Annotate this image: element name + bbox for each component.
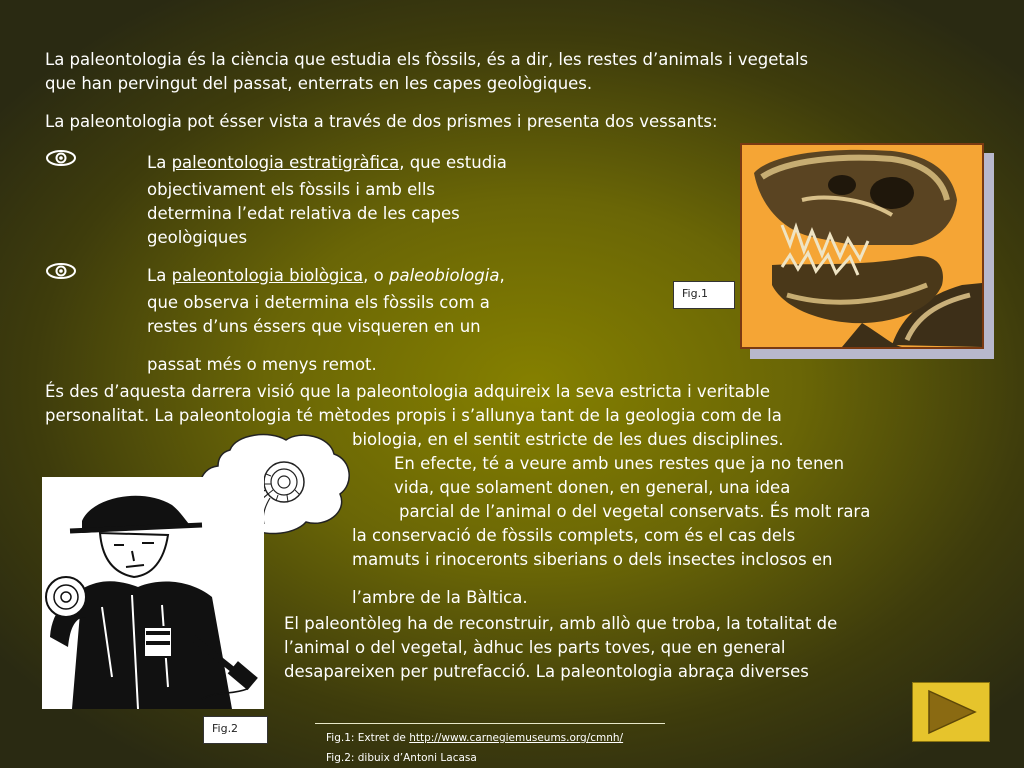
body-line: parcial de l’animal o del vegetal conservats. És molt rara	[399, 502, 871, 521]
footnote-fig1	[326, 731, 623, 745]
footnote-fig1-prefix: Fig.1: Extret de	[326, 732, 410, 744]
body-line: biologia, en el sentit estricte de les dues disciplines.	[352, 430, 784, 449]
bullet-1-line: geològiques	[147, 228, 248, 247]
eye-icon	[45, 148, 77, 168]
play-triangle-icon	[913, 683, 989, 741]
link-stratigraphic-paleontology[interactable]: paleontologia estratigràfica	[171, 153, 400, 172]
bullet-1-rest: , que estudia	[399, 153, 507, 172]
bullet-1-first-line	[147, 151, 507, 175]
body-line: mamuts i rinoceronts siberians o dels insectes inclosos en	[352, 550, 833, 569]
bullet-1-line: objectivament els fòssils i amb ells	[147, 180, 436, 199]
body-line: És des d’aquesta darrera visió que la paleontologia adquireix la seva estricta i veritable	[45, 382, 770, 401]
bullet-2-line: passat més o menys remot.	[147, 355, 377, 374]
intro-line-1: La paleontologia és la ciència que estudia els fòssils, és a dir, les restes d’animals i vegetals	[45, 50, 809, 69]
carnegie-museums-link[interactable]: http://www.carnegiemuseums.org/cmnh/	[409, 732, 624, 744]
eye-icon	[45, 261, 77, 281]
bullet-1-prefix: La	[147, 153, 172, 172]
dinosaur-skull-image	[742, 145, 982, 347]
figure-1-label: Fig.1	[673, 281, 735, 309]
body-line: l’ambre de la Bàltica.	[352, 588, 528, 607]
intro-line-3: La paleontologia pot ésser vista a través de dos prismes i presenta dos vessants:	[45, 112, 718, 131]
bullet-2-italic-term: paleobiologia	[389, 266, 500, 285]
body-line: En efecte, té a veure amb unes restes que ja no tenen	[394, 454, 845, 473]
link-biological-paleontology[interactable]: paleontologia biològica	[171, 266, 364, 285]
footnote-divider	[315, 723, 665, 724]
bullet-2-line: restes d’uns éssers que visqueren en un	[147, 317, 481, 336]
figure-1-dinosaur-skull	[740, 143, 984, 349]
bullet-1-line: determina l’edat relativa de les capes	[147, 204, 460, 223]
body-line: personalitat. La paleontologia té mètodes propis i s’allunya tant de la geologia com de la	[45, 406, 782, 425]
next-slide-button[interactable]	[912, 682, 990, 742]
bullet-2-prefix: La	[147, 266, 172, 285]
body-line: la conservació de fòssils complets, com és el cas dels	[352, 526, 796, 545]
body-line: desapareixen per putrefacció. La paleontologia abraça diverses	[284, 662, 809, 681]
body-line: El paleontòleg ha de reconstruir, amb allò que troba, la totalitat de	[284, 614, 838, 633]
paleontologist-sketch	[42, 477, 264, 709]
body-line: vida, que solament donen, en general, una idea	[394, 478, 791, 497]
bullet-2-first-line	[147, 264, 505, 288]
bullet-2-line: que observa i determina els fòssils com a	[147, 293, 490, 312]
footnote-fig2: Fig.2: dibuix d’Antoni Lacasa	[326, 752, 477, 764]
figure-2-label: Fig.2	[203, 716, 268, 744]
bullet-2-rest: ,	[499, 266, 505, 285]
intro-line-2: que han pervingut del passat, enterrats en les capes geològiques.	[45, 74, 593, 93]
body-line: l’animal o del vegetal, àdhuc les parts toves, que en general	[284, 638, 786, 657]
bullet-2-mid: , o	[363, 266, 390, 285]
figure-2-paleontologist-drawing	[42, 477, 264, 709]
